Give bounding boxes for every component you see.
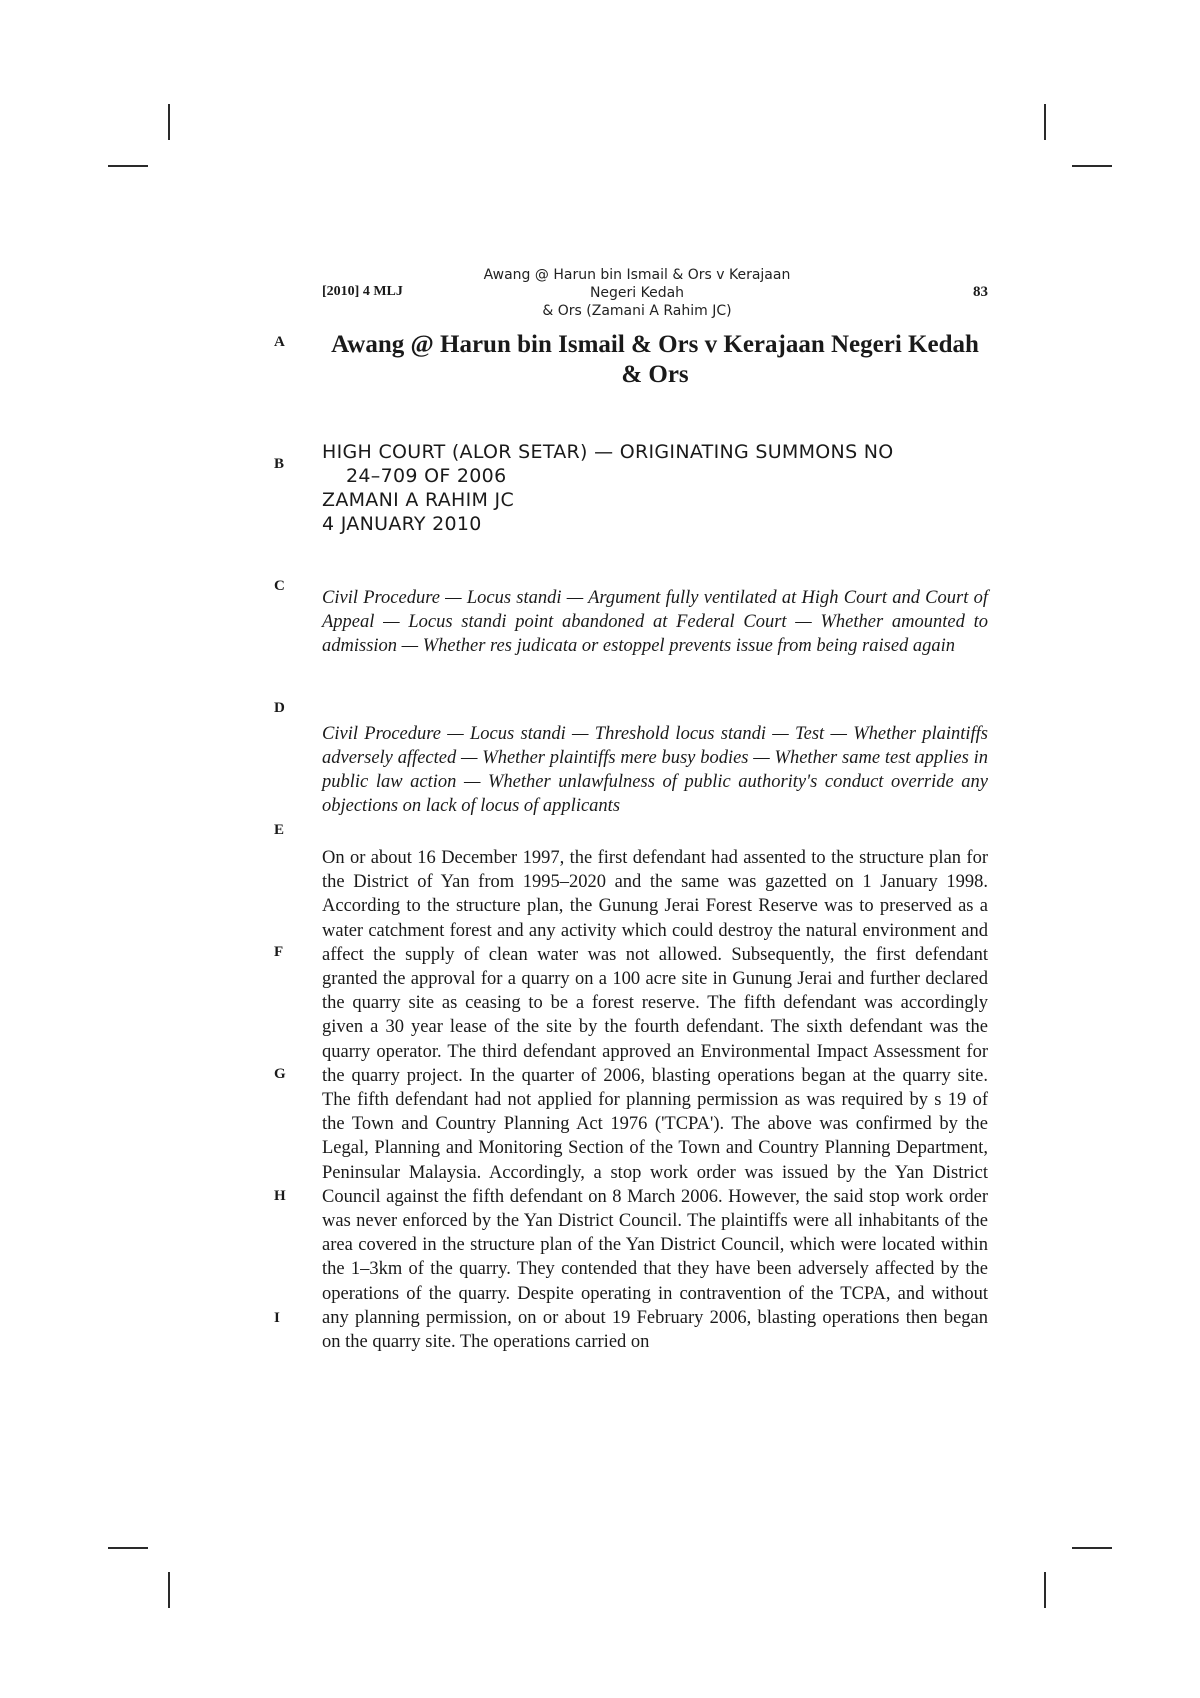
margin-letter-c: C bbox=[274, 578, 285, 594]
crop-mark-bottom-right-horizontal bbox=[1072, 1547, 1112, 1549]
catchword-2: Civil Procedure — Locus standi — Threshold locus standi — Test — Whether plaintiffs adversely affected — Whether plaintiffs mere busy bodies — Whether same test applies in public law action — Whether unlawfulness of public authority's conduct override any objections on lack of locus of applicants bbox=[322, 724, 988, 816]
margin-letter-e: E bbox=[274, 822, 285, 838]
margin-letter-a: A bbox=[274, 334, 285, 350]
crop-mark-bottom-right-vertical bbox=[1044, 1572, 1046, 1608]
catchword-1: Civil Procedure — Locus standi — Argument fully ventilated at High Court and Court of Appeal — Locus standi point abandoned at Federal Court — Whether amounted to admission — Whether res judicata or estoppel prevents issue from being raised again bbox=[322, 588, 988, 656]
crop-mark-bottom-left-vertical bbox=[168, 1572, 170, 1608]
margin-letter-b: B bbox=[274, 456, 285, 472]
crop-mark-bottom-left-horizontal bbox=[108, 1547, 148, 1549]
margin-letter-h: H bbox=[274, 1188, 286, 1204]
margin-letter-g: G bbox=[274, 1066, 286, 1082]
crop-mark-top-left-vertical bbox=[168, 104, 170, 140]
margin-letter-i: I bbox=[274, 1310, 280, 1326]
judge-name: ZAMANI A RAHIM JC bbox=[322, 489, 515, 511]
crop-mark-top-right-horizontal bbox=[1072, 165, 1112, 167]
margin-letter-d: D bbox=[274, 700, 285, 716]
court-info bbox=[322, 440, 988, 536]
running-title-line2: & Ors (Zamani A Rahim JC) bbox=[542, 303, 732, 319]
report-citation: [2010] 4 MLJ bbox=[322, 284, 403, 299]
court-line: HIGH COURT (ALOR SETAR) — ORIGINATING SUMMONS NO bbox=[322, 441, 894, 463]
page-number: 83 bbox=[973, 284, 988, 300]
margin-letter-f: F bbox=[274, 944, 284, 960]
case-title: Awang @ Harun bin Ismail & Ors v Kerajaan Negeri Kedah & Ors bbox=[331, 331, 979, 388]
running-title bbox=[472, 266, 802, 320]
crop-mark-top-left-horizontal bbox=[108, 165, 148, 167]
running-title-line1: Awang @ Harun bin Ismail & Ors v Kerajaan Negeri Kedah bbox=[483, 267, 791, 301]
crop-mark-top-right-vertical bbox=[1044, 104, 1046, 140]
judgment-date: 4 JANUARY 2010 bbox=[322, 513, 482, 535]
headnote-paragraph: On or about 16 December 1997, the first defendant had assented to the structure plan for the District of Yan from 1995–2020 and the same was gazetted on 1 January 1998. According to the structure plan, the Gunung Jerai Forest Reserve was to preserved as a water catchment forest and any activity which could destroy the natural environment and affect the supply of clean water was not allowed. Subsequently, the first defendant granted the approval for a quarry on a 100 acre site in Gunung Jerai and further declared the quarry site as ceasing to be a forest reserve. The fifth defendant was accordingly given a 30 year lease of the site by the fourth defendant. The sixth defendant was the quarry operator. The third defendant approved an Environmental Impact Assessment for the quarry project. In the quarter of 2006, blasting operations began at the quarry site. The fifth defendant had not applied for planning permission as was required by s 19 of the Town and Country Planning Act 1976 ('TCPA'). The above was confirmed by the Legal, Planning and Monitoring Section of the Town and Country Planning Department, Peninsular Malaysia. Accordingly, a stop work order was issued by the Yan District Council against the fifth defendant on 8 March 2006. However, the said stop work order was never enforced by the Yan District Council. The plaintiffs were all inhabitants of the area covered in the structure plan of the Yan District Council, which were located within the 1–3km of the quarry. They contended that they have been adversely affected by the operations of the quarry. Despite operating in contravention of the TCPA, and without any planning permission, on or about 19 February 2006, blasting operations then began on the quarry site. The operations carried on bbox=[322, 848, 988, 1353]
page-header bbox=[322, 266, 988, 319]
summons-number: 24–709 OF 2006 bbox=[346, 465, 507, 487]
